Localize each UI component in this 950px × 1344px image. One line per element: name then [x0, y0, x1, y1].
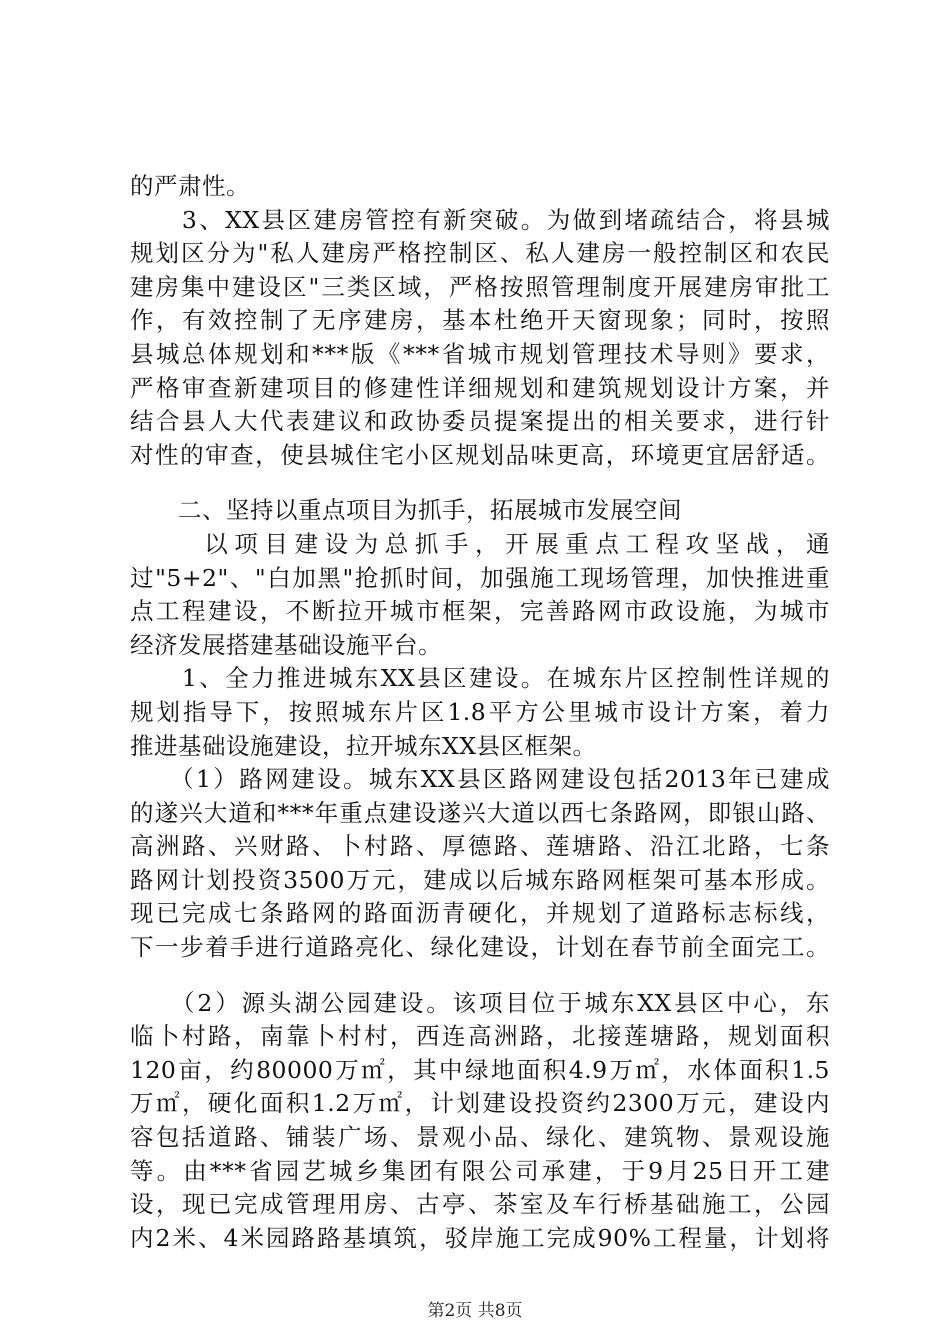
text-line: 点工程建设，不断拉开城市框架，完善路网市政设施，为城市 — [130, 597, 830, 626]
text-line: 的遂兴大道和***年重点建设遂兴大道以西七条路网，即银山路、 — [130, 798, 830, 827]
paragraph-gap — [130, 965, 830, 987]
paragraph-gap — [130, 472, 830, 494]
text-line: 结合县人大代表建议和政协委员提案提出的相关要求，进行针 — [130, 407, 830, 436]
text-line: 120亩，约80000万㎡，其中绿地面积4.9万㎡，水体面积1.5 — [130, 1055, 830, 1084]
section-heading — [130, 494, 830, 528]
text-line: 内2米、4米园路路基填筑，驳岸施工完成90%工程量，计划将 — [130, 1223, 830, 1252]
paragraph — [130, 763, 830, 965]
text-line: （1）路网建设。城东XX县区路网建设包括2013年已建成 — [130, 765, 830, 794]
text-line: 的严肃性。 — [130, 172, 250, 200]
text-line: 设，现已完成管理用房、古亭、茶室及车行桥基础施工，公园 — [130, 1190, 830, 1219]
text-line: 路网计划投资3500万元，建成以后城东路网框架可基本形成。 — [130, 865, 830, 894]
page-number: 第2页 共8页 — [427, 1301, 523, 1321]
paragraph — [130, 987, 830, 1256]
page-footer — [0, 1296, 950, 1321]
document-body — [130, 170, 830, 1255]
text-line: 县城总体规划和***版《***省城市规划管理技术导则》要求， — [130, 339, 830, 368]
text-line: 过"5+2"、"白加黑"抢抓时间，加强施工现场管理，加快推进重 — [130, 563, 830, 592]
text-line: 建房集中建设区"三类区域，严格按照管理制度开展建房审批工 — [130, 272, 830, 301]
text-line: 作，有效控制了无序建房，基本杜绝开天窗现象；同时，按照 — [130, 306, 830, 335]
text-line: （2）源头湖公园建设。该项目位于城东XX县区中心，东 — [130, 988, 830, 1017]
text-line: 临卜村路，南靠卜村村，西连高洲路，北接莲塘路，规划面积 — [130, 1022, 830, 1051]
paragraph — [130, 204, 830, 473]
text-line: 以项目建设为总抓手，开展重点工程攻坚战，通 — [130, 529, 830, 558]
text-line: 规划指导下，按照城东片区1.8平方公里城市设计方案，着力 — [130, 697, 830, 726]
text-line: 等。由***省园艺城乡集团有限公司承建，于9月25日开工建 — [130, 1156, 830, 1185]
paragraph — [130, 528, 830, 662]
text-line: 万㎡，硬化面积1.2万㎡，计划建设投资约2300万元，建设内 — [130, 1089, 830, 1118]
text-line: 经济发展搭建基础设施平台。 — [130, 630, 442, 659]
text-line: 高洲路、兴财路、卜村路、厚德路、莲塘路、沿江北路，七条 — [130, 832, 830, 861]
text-line: 推进基础设施建设，拉开城东XX县区框架。 — [130, 731, 597, 760]
paragraph — [130, 662, 830, 763]
text-line: 对性的审查，使县城住宅小区规划品味更高，环境更宜居舒适。 — [130, 440, 830, 469]
heading-line: 二、坚持以重点项目为抓手，拓展城市发展空间 — [130, 496, 682, 525]
text-line: 严格审查新建项目的修建性详细规划和建筑规划设计方案，并 — [130, 373, 830, 402]
text-line: 下一步着手进行道路亮化、绿化建设，计划在春节前全面完工。 — [130, 933, 830, 962]
paragraph — [130, 170, 830, 204]
text-line: 规划区分为"私人建房严格控制区、私人建房一般控制区和农民 — [130, 239, 830, 268]
text-line: 1、全力推进城东XX县区建设。在城东片区控制性详规的 — [130, 664, 830, 693]
text-line: 3、XX县区建房管控有新突破。为做到堵疏结合，将县城 — [130, 205, 830, 234]
text-line: 容包括道路、铺装广场、景观小品、绿化、建筑物、景观设施 — [130, 1123, 830, 1152]
text-line: 现已完成七条路网的路面沥青硬化，并规划了道路标志标线， — [130, 899, 830, 928]
